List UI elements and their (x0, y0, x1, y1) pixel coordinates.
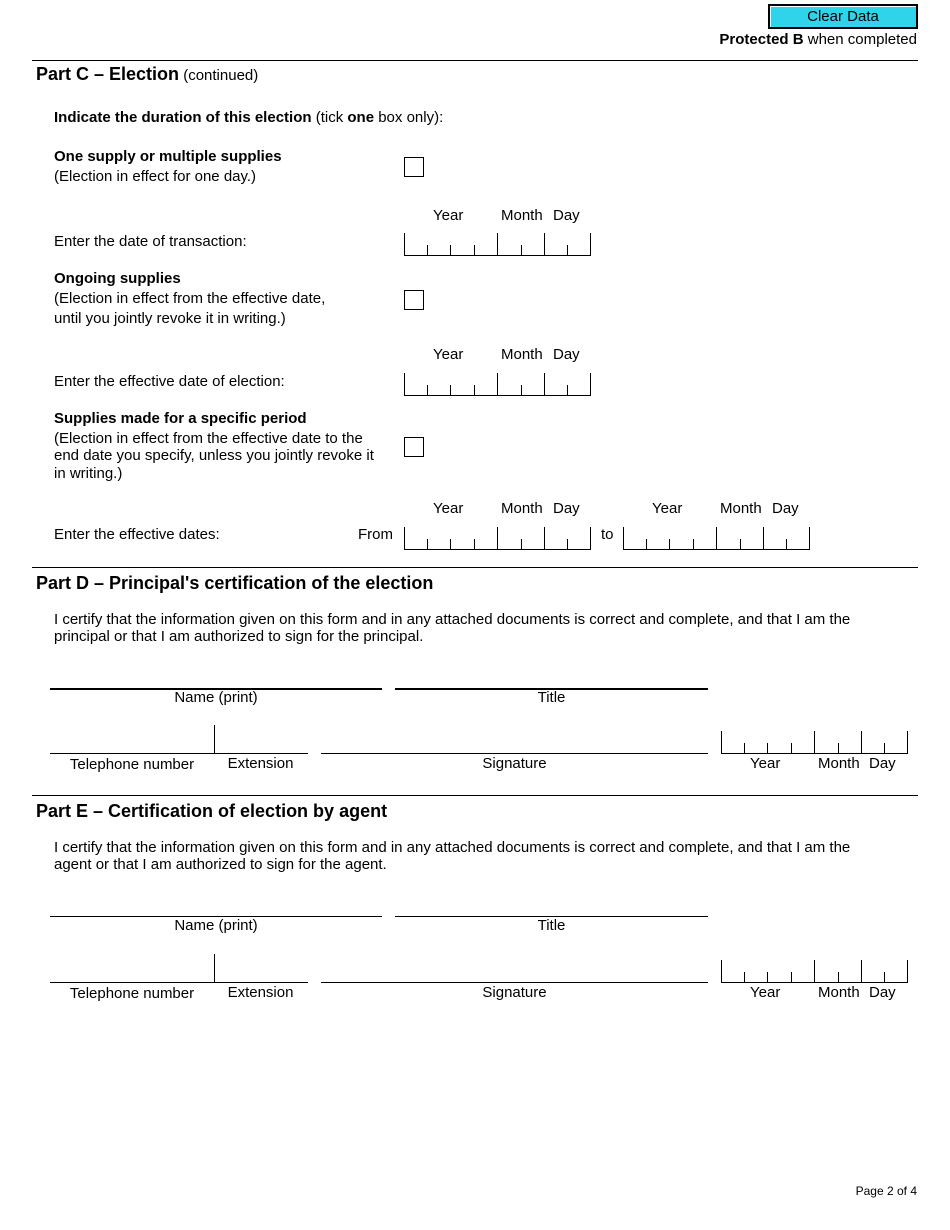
protected-level: Protected B (719, 31, 804, 48)
part-c-continued: (continued) (179, 67, 259, 84)
opt3-desc-1: (Election in effect from the effective date to the (54, 430, 363, 447)
agent-title-input[interactable] (395, 897, 708, 917)
opt3-desc-2: end date you specify, unless you jointly revoke it (54, 447, 374, 464)
to-date-field[interactable] (623, 527, 810, 550)
opt2-desc-2: until you jointly revoke it in writing.) (54, 310, 286, 327)
duration-bold: Indicate the duration of this election (54, 109, 312, 126)
opt3-title: Supplies made for a specific period (54, 410, 307, 427)
duration-end: box only): (374, 109, 444, 126)
extension-label: Extension (227, 984, 294, 1001)
opt1-desc: (Election in effect for one day.) (54, 168, 257, 185)
date-year-label: Year (750, 984, 781, 1001)
part-e-title: Part E – Certification of election by agent (36, 801, 388, 821)
name-label: Name (print) (174, 917, 258, 934)
agent-name-input[interactable] (50, 897, 382, 917)
opt2-date-label: Enter the effective date of election: (54, 373, 285, 390)
page-number: Page 2 of 4 (855, 1184, 917, 1198)
specific-period-checkbox[interactable] (404, 437, 424, 457)
agent-telephone-input[interactable] (50, 954, 214, 983)
date-year-label: Year (433, 500, 464, 517)
opt1-title: One supply or multiple supplies (54, 148, 282, 165)
part-d-certify-1: I certify that the information given on this form and in any attached documents is correct and complete, and that I am the (54, 611, 851, 628)
date-year-label: Year (433, 207, 464, 224)
opt2-title: Ongoing supplies (54, 270, 181, 287)
clear-data-button[interactable]: Clear Data (768, 4, 918, 29)
protected-notice (719, 31, 917, 48)
extension-label: Extension (227, 755, 294, 772)
part-e-certify-1: I certify that the information given on this form and in any attached documents is correct and complete, and that I am the (54, 839, 851, 856)
part-c-heading: Part C – Election (36, 64, 180, 84)
date-month-label: Month (720, 500, 762, 517)
date-day-label: Day (869, 755, 896, 772)
name-label: Name (print) (174, 689, 258, 706)
duration-one: one (347, 109, 375, 126)
principal-signature-input[interactable] (321, 725, 708, 754)
title-label: Title (537, 917, 566, 934)
agent-signature-date-field[interactable] (721, 960, 908, 983)
opt3-date-label: Enter the effective dates: (54, 526, 220, 543)
principal-telephone-input[interactable] (50, 725, 214, 754)
date-day-label: Day (553, 500, 580, 517)
part-c-title (36, 64, 258, 85)
opt3-desc-3: in writing.) (54, 465, 123, 482)
telephone-label: Telephone number (69, 756, 195, 773)
date-day-label: Day (772, 500, 799, 517)
date-month-label: Month (818, 984, 860, 1001)
effective-date-field[interactable] (404, 373, 591, 396)
part-e-certify-2: agent or that I am authorized to sign for the agent. (54, 856, 387, 873)
divider (32, 60, 918, 61)
signature-label: Signature (482, 755, 547, 772)
date-day-label: Day (869, 984, 896, 1001)
date-month-label: Month (501, 346, 543, 363)
from-date-field[interactable] (404, 527, 591, 550)
date-year-label: Year (652, 500, 683, 517)
signature-label: Signature (482, 984, 547, 1001)
telephone-label: Telephone number (69, 985, 195, 1002)
to-label: to (601, 526, 614, 543)
opt2-desc-1: (Election in effect from the effective date, (54, 290, 326, 307)
date-year-label: Year (750, 755, 781, 772)
date-year-label: Year (433, 346, 464, 363)
part-d-title: Part D – Principal's certification of the election (36, 573, 434, 593)
agent-extension-input[interactable] (214, 954, 308, 983)
one-supply-checkbox[interactable] (404, 157, 424, 177)
date-day-label: Day (553, 207, 580, 224)
date-day-label: Day (553, 346, 580, 363)
date-month-label: Month (501, 500, 543, 517)
principal-signature-date-field[interactable] (721, 731, 908, 754)
divider (32, 567, 918, 568)
duration-instruction (54, 109, 443, 126)
from-label: From (358, 526, 393, 543)
principal-extension-input[interactable] (214, 725, 308, 754)
transaction-date-field[interactable] (404, 233, 591, 256)
part-d-certify-2: principal or that I am authorized to sign for the principal. (54, 628, 424, 645)
date-month-label: Month (818, 755, 860, 772)
ongoing-supplies-checkbox[interactable] (404, 290, 424, 310)
opt1-date-label: Enter the date of transaction: (54, 233, 247, 250)
title-label: Title (537, 689, 566, 706)
protected-suffix: when completed (803, 31, 917, 48)
agent-signature-input[interactable] (321, 954, 708, 983)
date-month-label: Month (501, 207, 543, 224)
principal-title-input[interactable] (395, 669, 708, 690)
duration-mid: (tick (311, 109, 348, 126)
divider (32, 795, 918, 796)
principal-name-input[interactable] (50, 669, 382, 690)
